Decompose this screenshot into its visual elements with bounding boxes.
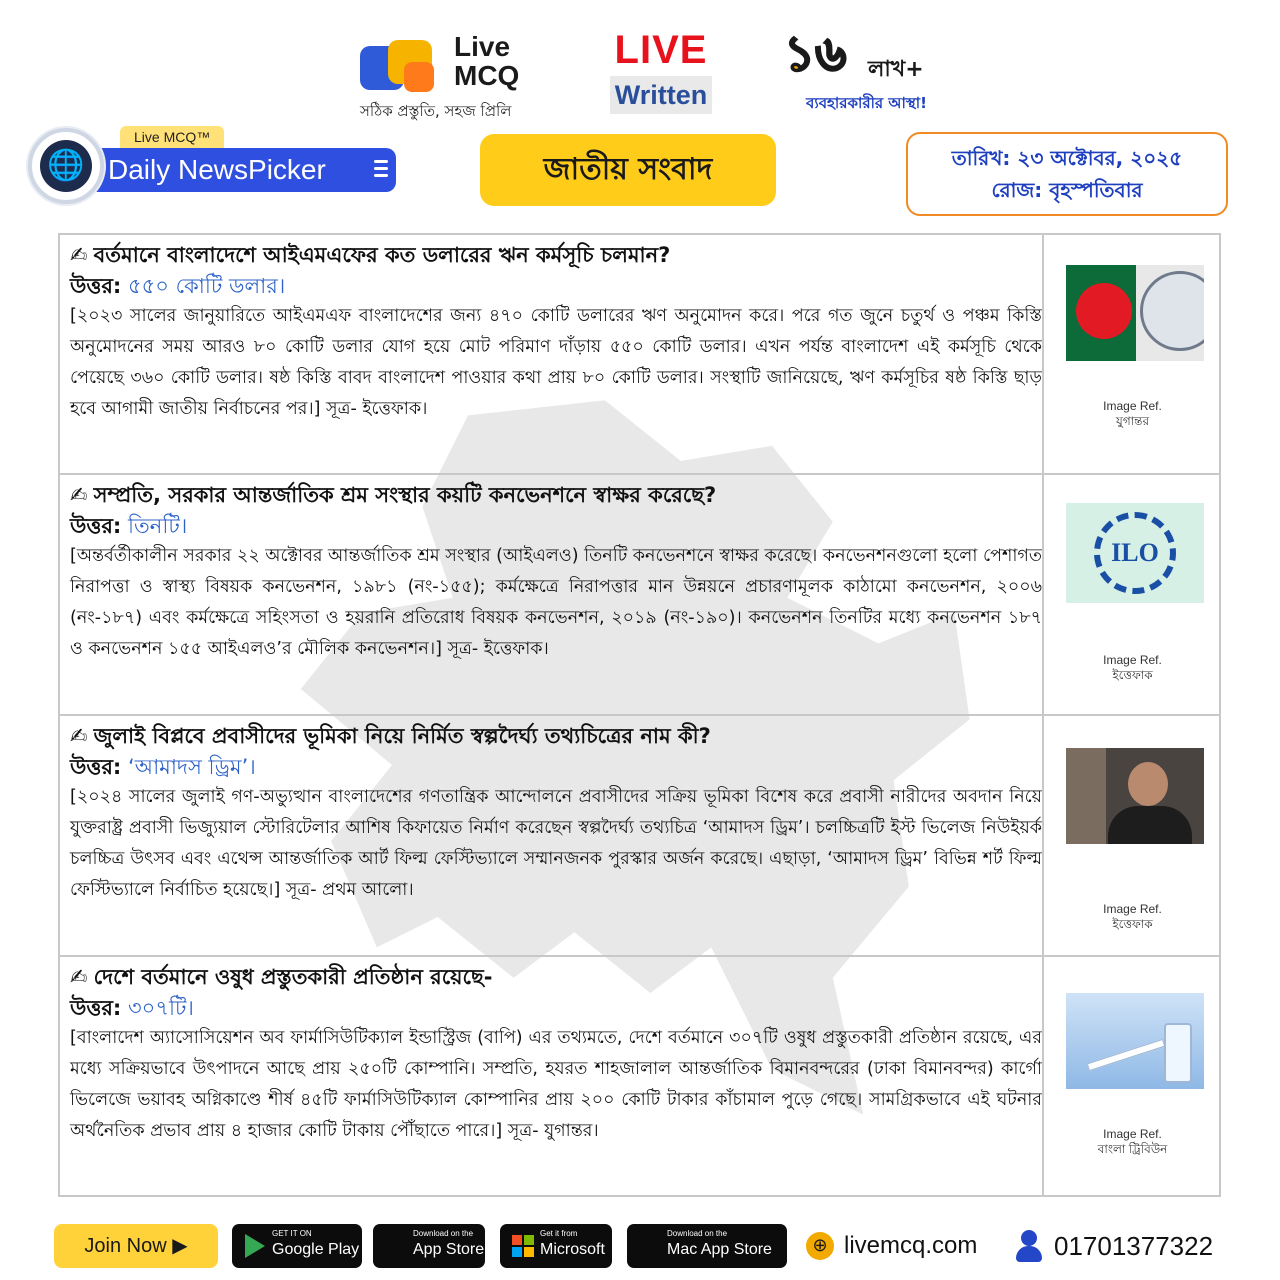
users-count: ১৬ [784, 26, 847, 82]
bangladesh-flag-imf-seal-image [1066, 265, 1204, 361]
image-column [1042, 957, 1219, 1195]
image-ref: Image Ref. ইত্তেফাক [1103, 902, 1162, 931]
news-explanation: [২০২৩ সালের জানুয়ারিতে আইএমএফ বাংলাদেশের জন্য ৪৭০ কোটি ডলারের ঋণ অনুমোদন করে। পরে গত জুনে চতুর্থ ও পঞ্চম কিস্তি অনুমোদনের সময় আরও ৮০ কোটি ডলার যোগ হয়ে মোট পরিমাণ দাঁড়ায় ৫৫০ কোটি ডলার। এখন পর্যন্ত বাংলাদেশ এই কর্মসূচি থেকে পেয়েছে ৩৬০ কোটি ডলার। ষষ্ঠ কিস্তি বাবদ বাংলাদেশ পাওয়ার কথা প্রায় ৮০ কোটি ডলার। সংস্থাটি জানিয়েছে, ঋণ কর্মসূচির ষষ্ঠ কিস্তি ছাড় হবে আগামী জাতীয় নির্বাচনের পর।] সূত্র- ইত্তেফাক। [70, 306, 1042, 419]
brand-row [0, 24, 1280, 124]
image-ref: Image Ref. বাংলা ট্রিবিউন [1097, 1127, 1168, 1156]
news-answer: উত্তর: তিনটি। [70, 514, 188, 538]
news-answer: উত্তর: ‘আমাদস ড্রিম’। [70, 755, 256, 779]
writing-hand-icon: ✍ [70, 483, 88, 507]
date-line: তারিখ: ২৩ অক্টোবর, ২০২৫ [951, 146, 1183, 170]
news-explanation: [২০২৪ সালের জুলাই গণ-অভ্যুত্থান বাংলাদেশের গণতান্ত্রিক আন্দোলনে প্রবাসীদের সক্রিয় ভূমিকা বিশেষ করে প্রবাসী নারীদের অবদান নিয়ে যুক্তরাষ্ট্র প্রবাসী ভিজ্যুয়াল স্টোরিটেলার আশিষ কিফায়েত নির্মাণ করেছেন স্বল্পদৈর্ঘ্য তথ্যচিত্র ‘আমাদস ড্রিম’। চলচ্চিত্রটি ইস্ট ভিলেজ নিউইয়র্ক চলচ্চিত্র উৎসব এবং এথেন্স আন্তর্জাতিক আর্ট ফিল্ম ফেস্টিভ্যালে সম্মানজনক পুরস্কার অর্জন করেছে। এছাড়া, ‘আমাদস ড্রিম’ বিভিন্ন শর্ট ফিল্ম ফেস্টিভ্যালে নির্বাচিত হয়েছে।] সূত্র- প্রথম আলো। [70, 787, 1042, 900]
mac-app-store-button[interactable]: Download on the Mac App Store [627, 1224, 787, 1268]
news-question: ✍ বর্তমানে বাংলাদেশে আইএমএফের কত ডলারের ঋন কর্মসূচি চলমান? [70, 243, 671, 267]
image-ref: Image Ref. ইত্তেফাক [1103, 653, 1162, 682]
apple-icon [637, 1232, 663, 1260]
support-agent-icon [1014, 1230, 1044, 1264]
news-answer: উত্তর: ৫৫০ কোটি ডলার। [70, 274, 286, 298]
microsoft-icon [510, 1232, 536, 1260]
filmmaker-portrait-image [1066, 748, 1204, 844]
app-store-button[interactable]: Download on the App Store [373, 1224, 485, 1268]
microsoft-store-button[interactable]: Get it from Microsoft [500, 1224, 612, 1268]
news-question: ✍ সম্প্রতি, সরকার আন্তর্জাতিক শ্রম সংস্থার কয়টি কনভেনশনে স্বাক্ষর করেছে? [70, 483, 717, 507]
google-play-icon [242, 1232, 268, 1260]
syringe-and-vial-image [1066, 993, 1204, 1089]
news-item [60, 716, 1219, 957]
newspicker-title: Daily NewsPicker [108, 154, 326, 185]
join-now-button[interactable]: Join Now ▶ [54, 1224, 218, 1268]
writing-hand-icon: ✍ [70, 243, 88, 267]
users-trust-badge [782, 26, 962, 120]
news-item [60, 957, 1219, 1195]
news-item-text [70, 961, 1042, 1147]
users-count-suffix: লাখ+ [868, 57, 924, 82]
news-globe-icon: 🌐 [28, 128, 104, 204]
google-play-button[interactable]: GET IT ON Google Play [232, 1224, 362, 1268]
news-table [58, 233, 1221, 1197]
menu-lines-icon [374, 160, 388, 181]
livemcq-logo[interactable] [358, 30, 558, 120]
image-column [1042, 475, 1219, 714]
news-question: ✍ দেশে বর্তমানে ওষুধ প্রস্তুতকারী প্রতিষ্ঠান রয়েছে- [70, 965, 493, 989]
newspicker-trademark: Live MCQ™ [120, 126, 224, 148]
news-explanation: [বাংলাদেশ অ্যাসোসিয়েশন অব ফার্মাসিউটিক্যাল ইন্ডাস্ট্রিজ (বাপি) এর তথ্যমতে, দেশে বর্তমানে ৩০৭টি ওষুধ প্রস্তুতকারী প্রতিষ্ঠান রয়েছে, এর মধ্যে সক্রিয়ভাবে উৎপাদনে আছে প্রায় ২৫০টি কোম্পানি। সম্প্রতি, হযরত শাহজালাল আন্তর্জাতিক বিমানবন্দরের (ঢাকা বিমানবন্দর) কার্গো ভিলেজে ভয়াবহ অগ্নিকাণ্ডে শীর্ষ ৪৫টি ফার্মাসিউটিক্যাল কোম্পানির প্রায় ২০০ কোটি টাকার কাঁচামাল পুড়ে গেছে। সামগ্রিকভাবে এই ঘটনার অর্থনৈতিক প্রভাব প্রায় ৪ হাজার কোটি টাকায় পৌঁছাতে পারে।] সূত্র- যুগান্তর। [70, 1028, 1042, 1141]
image-ref: Image Ref. যুগান্তর [1103, 399, 1162, 428]
globe-icon: ⊕ [806, 1232, 834, 1260]
ilo-logo-image: ILO [1066, 503, 1204, 603]
apple-icon [383, 1232, 409, 1260]
livemcq-tagline: সঠিক প্রস্তুতি, সহজ প্রিলি [360, 102, 512, 120]
livemcq-brand-name: Live MCQ [454, 31, 520, 91]
daily-newspicker-logo [28, 126, 400, 206]
writing-hand-icon: ✍ [70, 965, 88, 989]
news-item [60, 475, 1219, 716]
news-question: ✍ জুলাই বিপ্লবে প্রবাসীদের ভূমিকা নিয়ে নির্মিত স্বল্পদৈর্ঘ্য তথ্যচিত্রের নাম কী? [70, 724, 711, 748]
users-trust-caption: ব্যবহারকারীর আস্থা! [806, 94, 928, 112]
news-item-text [70, 479, 1042, 665]
news-explanation: [অন্তর্বর্তীকালীন সরকার ২২ অক্টোবর আন্তর্জাতিক শ্রম সংস্থার (আইএলও) তিনটি কনভেনশনে স্বাক্ষর করেছে। কনভেনশনগুলো হলো পেশাগত নিরাপত্তা ও স্বাস্থ্য বিষয়ক কনভেনশন, ১৯৮১ (নং-১৫৫); কর্মক্ষেত্রে নিরাপত্তার মান উন্নয়নে প্রচারণামূলক কাঠামো কনভেনশন, ২০০৬ (নং-১৮৭) এবং কর্মক্ষেত্রে সহিংসতা ও হয়রানি প্রতিরোধ বিষয়ক কনভেনশন, ২০১৯ (নং-১৯০)। কনভেনশন তিনটির মধ্যে কনভেনশন ১৮৭ ও কনভেনশন ১৫৫ আইএলও’র মৌলিক কনভেনশন।] সূত্র- ইত্তেফাক। [70, 546, 1042, 659]
image-column [1042, 716, 1219, 955]
writing-hand-icon: ✍ [70, 724, 88, 748]
livemcq-logo-icon [360, 38, 438, 98]
news-item-text [70, 720, 1042, 906]
newspicker-bar [84, 148, 396, 192]
news-item [60, 235, 1219, 475]
image-column [1042, 235, 1219, 473]
written-label: Written [610, 76, 712, 114]
footer: Join Now ▶ GET IT ON Google Play Download on the App Store Get it from Microsoft Download on the Mac App Store ⊕ livemcq.com 01701377322 [0, 1222, 1280, 1272]
date-box [906, 132, 1228, 216]
category-title: জাতীয় সংবাদ [480, 134, 776, 206]
news-answer: উত্তর: ৩০৭টি। [70, 996, 194, 1020]
day-line: রোজ: বৃহস্পতিবার [991, 178, 1143, 202]
live-written-badge[interactable] [610, 28, 712, 114]
live-label: LIVE [614, 28, 708, 72]
news-item-text [70, 239, 1042, 425]
